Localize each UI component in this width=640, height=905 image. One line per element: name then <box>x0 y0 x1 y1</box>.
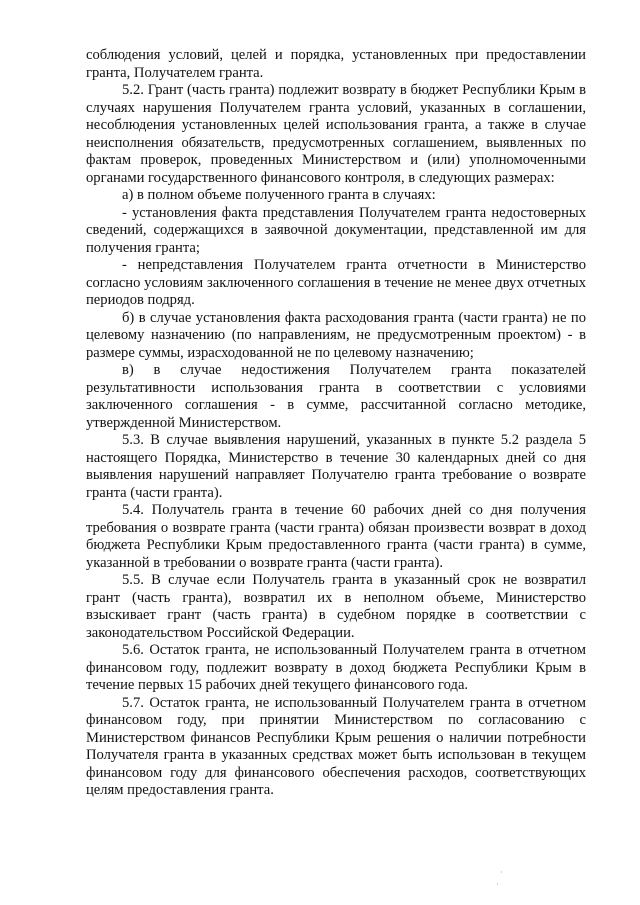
paragraph-5-6: 5.6. Остаток гранта, не использованный Получателем гранта в отчетном финансовом году, подлежит возврату в доход бюджета Республики Крым в течение первых 15 рабочих дней текущего финансового года. <box>86 642 586 693</box>
paragraph-5-4: 5.4. Получатель гранта в течение 60 рабочих дней со дня получения требования о возврате гранта (части гранта) обязан произвести возврат в доход бюджета Республики Крым предоставленного гранта (части гранта) в сумме, указанной в требовании о возврате гранта (части гранта). <box>86 502 586 571</box>
paragraph-5-2-a-item-2: - непредставления Получателем гранта отчетности в Министерство согласно условиям заключенного соглашения в течение не менее двух отчетных периодов подряд. <box>86 257 586 308</box>
paragraph-5-2-a-item-1: - установления факта представления Получателем гранта недостоверных сведений, содержащихся в заявочной документации, представленной им для получения гранта; <box>86 204 586 256</box>
paragraph-5-5: 5.5. В случае если Получатель гранта в указанный срок не возвратил грант (часть гранта), возвратил их в неполном объеме, Министерство взыскивает грант (часть гранта) в судебном порядке в соответствии с законодательством Российской Федерации. <box>86 572 586 641</box>
paragraph-5-7: 5.7. Остаток гранта, не использованный Получателем гранта в отчетном финансовом году, при принятии Министерством по согласованию с Министерством финансов Республики Крым решения о наличии потребности Получателя гранта в указанных средствах может быть использован в текущем финансовом году для финансового обеспечения расходов, соответствующих целям предоставления гранта. <box>86 694 586 798</box>
scan-speck: · <box>496 880 499 889</box>
paragraph-5-2-v: в) в случае недостижения Получателем гранта показателей результативности использования гранта в соответствии с условиями заключенного соглашения - в сумме, рассчитанной согласно методике, утвержденной Министерством. <box>86 362 586 431</box>
paragraph-5-2: 5.2. Грант (часть гранта) подлежит возврату в бюджет Республики Крым в случаях нарушения Получателем гранта условий, указанных в соглашении, несоблюдения установленных целей использования гранта, а также в случае неисполнения обязательств, предусмотренных соглашением, выявленных по фактам проверок, проведенных Министерством и (или) уполномоченными органами государственного финансового контроля, в следующих размерах: <box>86 82 586 186</box>
paragraph-5-2-a: а) в полном объеме полученного гранта в случаях: <box>122 187 436 203</box>
paragraph-5-3: 5.3. В случае выявления нарушений, указанных в пункте 5.2 раздела 5 настоящего Порядка, Министерство в течение 30 календарных дней со дня выявления нарушений направляет Получателю гранта требование о возврате гранта (части гранта). <box>86 432 586 501</box>
paragraph-5-2-b: б) в случае установления факта расходования гранта (части гранта) не по целевому назначению (по направлениям, не предусмотренным проектом) - в размере суммы, израсходованной не по целевому назначению; <box>86 309 586 361</box>
document-page <box>86 47 586 800</box>
scan-speck: · <box>500 868 503 877</box>
paragraph-continuation: соблюдения условий, целей и порядка, установленных при предоставлении гранта, Получателем гранта. <box>86 47 586 81</box>
